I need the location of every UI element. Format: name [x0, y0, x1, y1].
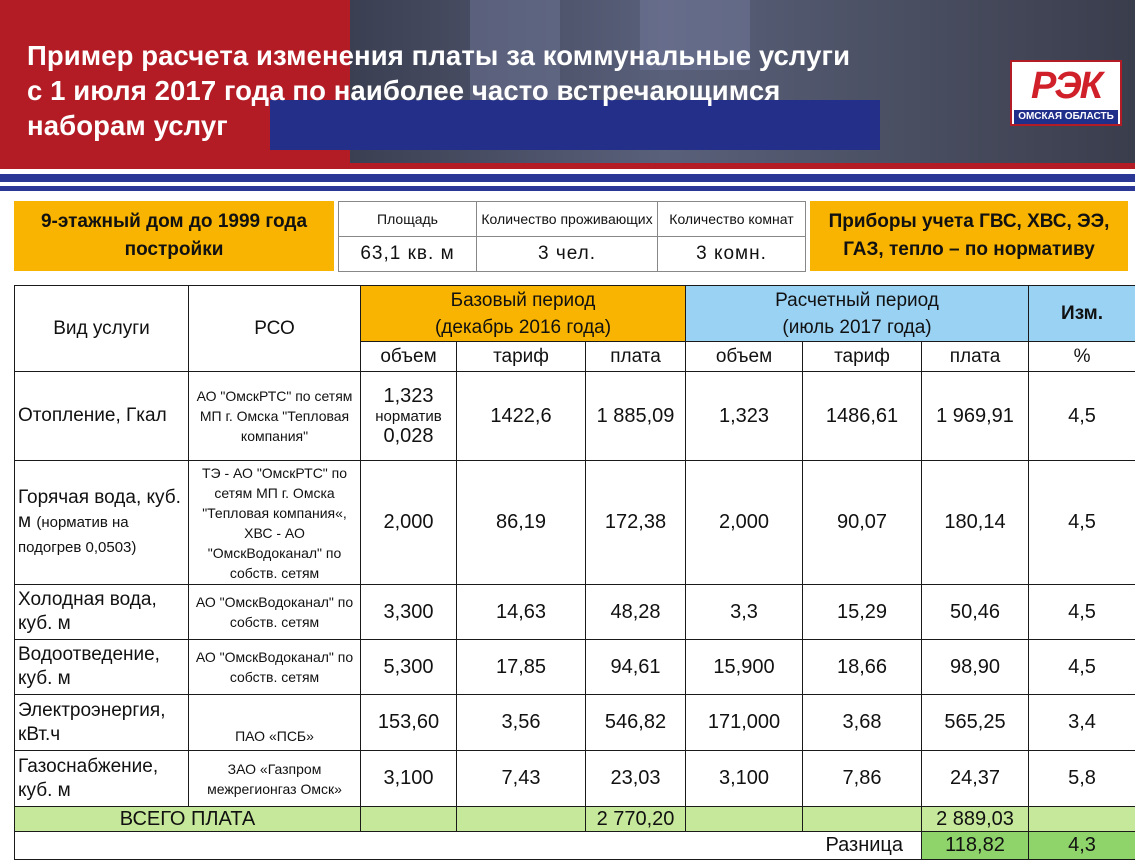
service-note: (норматив на подогрев 0,0503) — [18, 513, 137, 556]
change-percent: 5,8 — [1029, 751, 1135, 807]
area-label: Площадь — [339, 202, 477, 237]
sub-base-tariff: тариф — [457, 342, 586, 372]
base-payment: 172,38 — [586, 461, 686, 585]
rso-name: ПАО «ПСБ» — [189, 695, 361, 751]
calc-tariff: 90,07 — [803, 461, 922, 585]
calc-volume: 3,100 — [686, 751, 803, 807]
service-name: Электроэнергия, кВт.ч — [15, 695, 189, 751]
calc-volume: 3,3 — [686, 585, 803, 640]
table-row — [15, 695, 1135, 751]
rso-name: АО "ОмскВодоканал" по собств. сетям — [189, 585, 361, 640]
service-name: Холодная вода, куб. м — [15, 585, 189, 640]
col-service-header: Вид услуги — [15, 286, 189, 372]
tariff-table — [14, 285, 1135, 860]
base-payment: 94,61 — [586, 640, 686, 695]
table-row — [15, 640, 1135, 695]
base-tariff: 17,85 — [457, 640, 586, 695]
logo-mark: РЭК — [1016, 64, 1116, 108]
house-type-line-2: постройки — [124, 239, 224, 260]
base-volume: 2,000 — [361, 461, 457, 585]
calc-volume: 1,323 — [686, 372, 803, 461]
rso-name: ТЭ - АО "ОмскРТС" по сетям МП г. Омска "Тепловая компания«, ХВС - АО "ОмскВодоканал" по собств. сетям — [189, 461, 361, 585]
calc-period-line-2: (июль 2017 года) — [782, 316, 932, 338]
col-change-header: Изм. — [1029, 286, 1135, 342]
logo-subtitle: ОМСКАЯ ОБЛАСТЬ — [1014, 110, 1118, 124]
service-name: Отопление, Гкал — [15, 372, 189, 461]
rooms-value: 3 комн. — [658, 237, 806, 272]
title-line-1: Пример расчета изменения платы за коммунальные услуги — [27, 40, 851, 71]
calc-tariff: 3,68 — [803, 695, 922, 751]
base-period-line-1: Базовый период — [450, 289, 596, 311]
total-row — [15, 807, 1135, 832]
difference-value: 118,82 — [922, 832, 1029, 860]
calc-payment: 180,14 — [922, 461, 1029, 585]
calc-tariff: 15,29 — [803, 585, 922, 640]
rso-name: ЗАО «Газпром межрегионгаз Омск» — [189, 751, 361, 807]
total-calc: 2 889,03 — [922, 807, 1029, 832]
title-line-2: с 1 июля 2017 года по наиболее часто встречающимся — [27, 75, 781, 106]
table-row — [15, 751, 1135, 807]
base-payment: 546,82 — [586, 695, 686, 751]
service-name-cell — [15, 461, 189, 585]
residents-value: 3 чел. — [477, 237, 658, 272]
sub-calc-volume: объем — [686, 342, 803, 372]
calc-volume: 171,000 — [686, 695, 803, 751]
table-row — [15, 461, 1135, 585]
calc-payment: 98,90 — [922, 640, 1029, 695]
total-label: ВСЕГО ПЛАТА — [15, 807, 361, 832]
change-percent: 4,5 — [1029, 461, 1135, 585]
calc-payment: 50,46 — [922, 585, 1029, 640]
apartment-params — [338, 201, 806, 271]
calc-tariff: 1486,61 — [803, 372, 922, 461]
title-line-3: наборам услуг — [27, 110, 228, 141]
rso-name: АО "ОмскРТС" по сетям МП г. Омска "Тепловая компания" — [189, 372, 361, 461]
header-stripes — [0, 163, 1135, 195]
calc-payment: 24,37 — [922, 751, 1029, 807]
calc-volume: 15,900 — [686, 640, 803, 695]
calc-payment: 1 969,91 — [922, 372, 1029, 461]
total-empty — [457, 807, 586, 832]
difference-label: Разница — [15, 832, 922, 860]
sub-base-payment: плата — [586, 342, 686, 372]
base-period-line-2: (декабрь 2016 года) — [434, 316, 612, 338]
base-period-header — [361, 286, 686, 342]
calc-payment: 565,25 — [922, 695, 1029, 751]
change-percent: 4,5 — [1029, 585, 1135, 640]
house-type-line-1: 9-этажный дом до 1999 года — [40, 211, 308, 232]
area-value: 63,1 кв. м — [339, 237, 477, 272]
difference-row — [15, 832, 1135, 860]
sub-calc-tariff: тариф — [803, 342, 922, 372]
rek-logo — [1010, 60, 1122, 126]
calc-tariff: 7,86 — [803, 751, 922, 807]
base-volume: 3,100 — [361, 751, 457, 807]
sub-percent: % — [1029, 342, 1135, 372]
sub-calc-payment: плата — [922, 342, 1029, 372]
total-empty — [686, 807, 803, 832]
calc-tariff: 18,66 — [803, 640, 922, 695]
stripe-blue — [0, 174, 1135, 182]
col-rso-header: РСО — [189, 286, 361, 372]
total-base: 2 770,20 — [586, 807, 686, 832]
calc-period-line-1: Расчетный период — [775, 289, 939, 311]
base-volume: 1,323 — [383, 384, 434, 407]
sub-base-volume: объем — [361, 342, 457, 372]
header-banner — [0, 0, 1135, 163]
total-empty — [803, 807, 922, 832]
base-tariff: 7,43 — [457, 751, 586, 807]
rooms-label: Количество комнат — [658, 202, 806, 237]
base-volume-cell — [361, 372, 457, 461]
service-name: Газоснабжение, куб. м — [15, 751, 189, 807]
base-volume: 3,300 — [361, 585, 457, 640]
service-name: Горячая вода, куб. м — [18, 486, 181, 532]
house-type-box — [14, 201, 334, 271]
base-payment: 23,03 — [586, 751, 686, 807]
base-tariff: 86,19 — [457, 461, 586, 585]
change-percent: 4,5 — [1029, 640, 1135, 695]
stripe-blue — [0, 186, 1135, 191]
meters-line-2: ГАЗ, тепло – по нормативу — [843, 239, 1095, 260]
base-tariff: 3,56 — [457, 695, 586, 751]
calc-volume: 2,000 — [686, 461, 803, 585]
base-tariff: 14,63 — [457, 585, 586, 640]
meters-box — [810, 201, 1128, 271]
table-row — [15, 372, 1135, 461]
residents-label: Количество проживающих — [477, 202, 658, 237]
difference-percent: 4,3 — [1029, 832, 1135, 860]
rso-name: АО "ОмскВодоканал" по собств. сетям — [189, 640, 361, 695]
base-volume: 153,60 — [361, 695, 457, 751]
base-volume-extra: 0,028 — [383, 424, 434, 447]
base-volume-note: норматив — [375, 407, 442, 425]
total-empty — [1029, 807, 1135, 832]
change-percent: 3,4 — [1029, 695, 1135, 751]
calc-period-header — [686, 286, 1029, 342]
base-volume: 5,300 — [361, 640, 457, 695]
service-name: Водоотведение, куб. м — [15, 640, 189, 695]
base-tariff: 1422,6 — [457, 372, 586, 461]
base-payment: 1 885,09 — [586, 372, 686, 461]
total-empty — [361, 807, 457, 832]
base-payment: 48,28 — [586, 585, 686, 640]
change-percent: 4,5 — [1029, 372, 1135, 461]
table-row — [15, 585, 1135, 640]
meters-line-1: Приборы учета ГВС, ХВС, ЭЭ, — [828, 211, 1110, 232]
page-title — [27, 38, 850, 143]
